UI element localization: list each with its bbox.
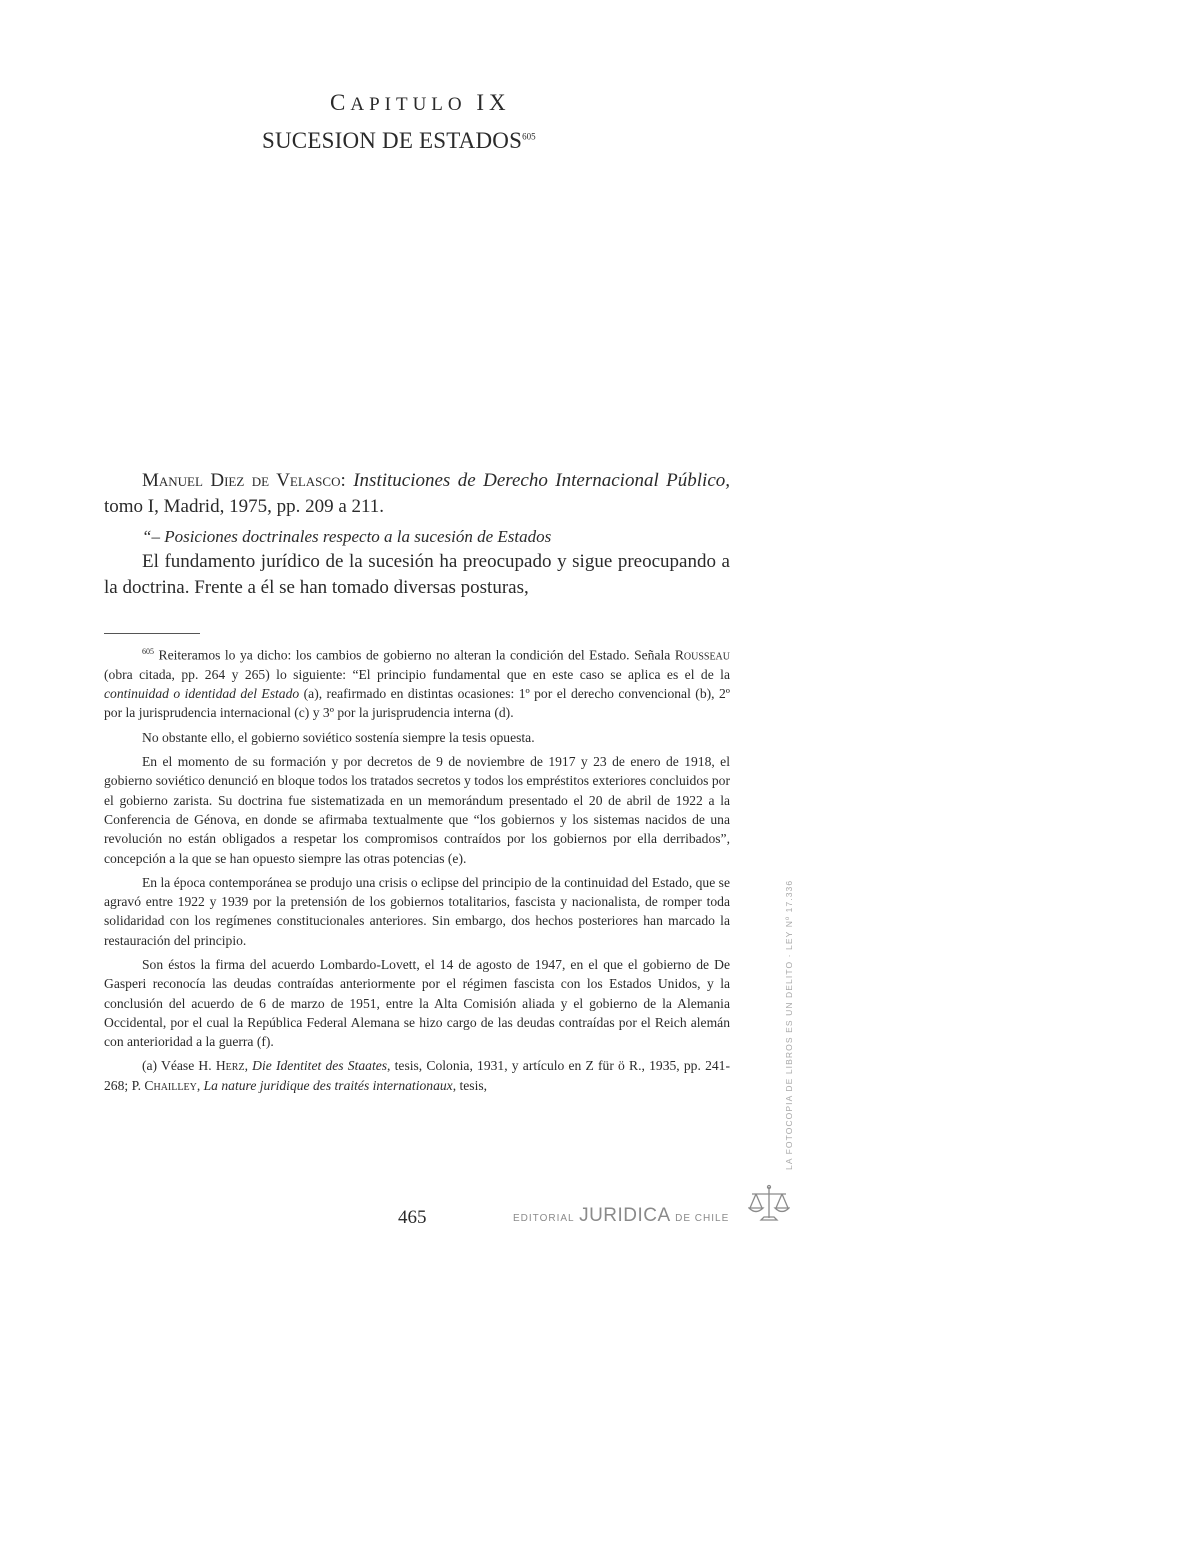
scales-of-justice-icon — [748, 1184, 790, 1226]
publisher-imprint — [513, 1205, 729, 1227]
footnote-text: , tesis, — [452, 1077, 488, 1093]
chapter-number: IX — [476, 90, 511, 115]
footnote-paragraph: No obstante ello, el gobierno soviético sostenía siempre la tesis opuesta. — [142, 729, 535, 745]
footnote-author: Rousseau — [674, 647, 730, 663]
citation-work: Instituciones de Derecho Internacional Público, — [353, 470, 731, 491]
citation-details: tomo I, Madrid, 1975, pp. 209 a 211. — [104, 496, 385, 517]
footnote-number: 605 — [142, 647, 154, 656]
footnote-divider — [104, 633, 200, 634]
footnote-text: , — [196, 1077, 204, 1093]
chapter-kicker — [330, 90, 510, 116]
footnotes — [104, 642, 730, 1100]
kicker-rest: APITULO — [350, 94, 467, 115]
footnote-emphasis: continuidad o identidad del Estado — [104, 686, 300, 702]
footnote-text: , — [244, 1058, 253, 1074]
body-paragraph: El fundamento jurídico de la sucesión ha preocupado y sigue preocupando a la doctrina. Frente a él se han tomado diversas posturas, — [104, 551, 730, 598]
footnote-text: Reiteramos lo ya dicho: los cambios de gobierno no alteran la condición del Estado. Señala — [158, 647, 675, 663]
footnote-text: (obra citada, pp. 264 y 265) lo siguiente: “El principio fundamental que en este caso se aplica es el de la — [104, 666, 730, 682]
footnote-paragraph — [104, 1056, 730, 1095]
footnote-emphasis: La nature juridique des traités internationaux — [203, 1077, 453, 1093]
citation — [104, 468, 730, 520]
footnote-author: Herz — [215, 1058, 245, 1074]
footnote-ref: 605 — [522, 131, 536, 142]
footnote-paragraph — [104, 642, 730, 723]
footnote-text: (a), reafirmado en distintas ocasiones: 1º por el derecho convencional (b), 2º por la jurisprudencia internacional (c) y 3º por la jurisprudencia interna (d). — [104, 686, 730, 721]
chapter-title — [262, 128, 536, 154]
footnote-text: , tesis, Colonia, 1931, y artículo en Z für ö R., 1935, pp. 241-268; P. — [104, 1058, 730, 1093]
footnote-text: (a) Véase H. — [142, 1058, 216, 1074]
footnote-paragraph: En la época contemporánea se produjo una crisis o eclipse del principio de la continuidad del Estado, que se agravó entre 1922 y 1939 por la pretensión de los gobiernos totalitarios, fascista y nacionalista, de romper toda solidaridad con los regímenes constitucionales anteriores. Sin embargo, dos hechos posteriores han marcado la restauración del principio. — [104, 874, 730, 948]
kicker-initial: C — [330, 90, 351, 115]
chapter-title-text: SUCESION DE ESTADOS — [262, 128, 523, 153]
publisher-prefix: EDITORIAL — [513, 1213, 575, 1224]
page-number: 465 — [398, 1207, 427, 1228]
footnote-emphasis: Die Identitet des Staates — [252, 1058, 388, 1074]
publisher-name: JURIDICA — [579, 1205, 671, 1226]
legal-watermark: LA FOTOCOPIA DE LIBROS ES UN DELITO · LEY Nº 17.336 — [784, 879, 794, 1170]
footnote-paragraph: Son éstos la firma del acuerdo Lombardo-Lovett, el 14 de agosto de 1947, en el que el gobierno de De Gasperi reconocía las deudas contraídas anteriormente por el régimen fascista con los Estados Unidos, y la conclusión del acuerdo de 6 de marzo de 1951, entre la Alta Comisión aliada y el gobierno de la Alemania Occidental, por el cual la República Federal Alemana se hizo cargo de las deudas contraídas por el Reich alemán con anterioridad a la guerra (f). — [104, 956, 730, 1050]
section-subheading: “– Posiciones doctrinales respecto a la sucesión de Estados — [142, 527, 552, 546]
citation-colon: : — [340, 470, 346, 491]
citation-author: Manuel Diez de Velasco — [142, 470, 341, 491]
footnote-author: Chailley — [144, 1077, 197, 1093]
publisher-suffix: DE CHILE — [675, 1213, 730, 1224]
footnote-paragraph: En el momento de su formación y por decretos de 9 de noviembre de 1917 y 23 de enero de 1918, el gobierno soviético denunció en bloque todos los tratados secretos y todos los empréstitos exteriores concluidos por el gobierno zarista. Su doctrina fue sistematizada en un memorándum presentado el 20 de abril de 1922 a la Conferencia de Génova, en donde se afirmaba textualmente que “los gobiernos y los sistemas nacidos de una revolución no están obligados a respetar los compromisos contraídos por los gobiernos por ella derribados”, concepción a la que se han opuesto siempre las otras potencias (e). — [104, 754, 730, 866]
